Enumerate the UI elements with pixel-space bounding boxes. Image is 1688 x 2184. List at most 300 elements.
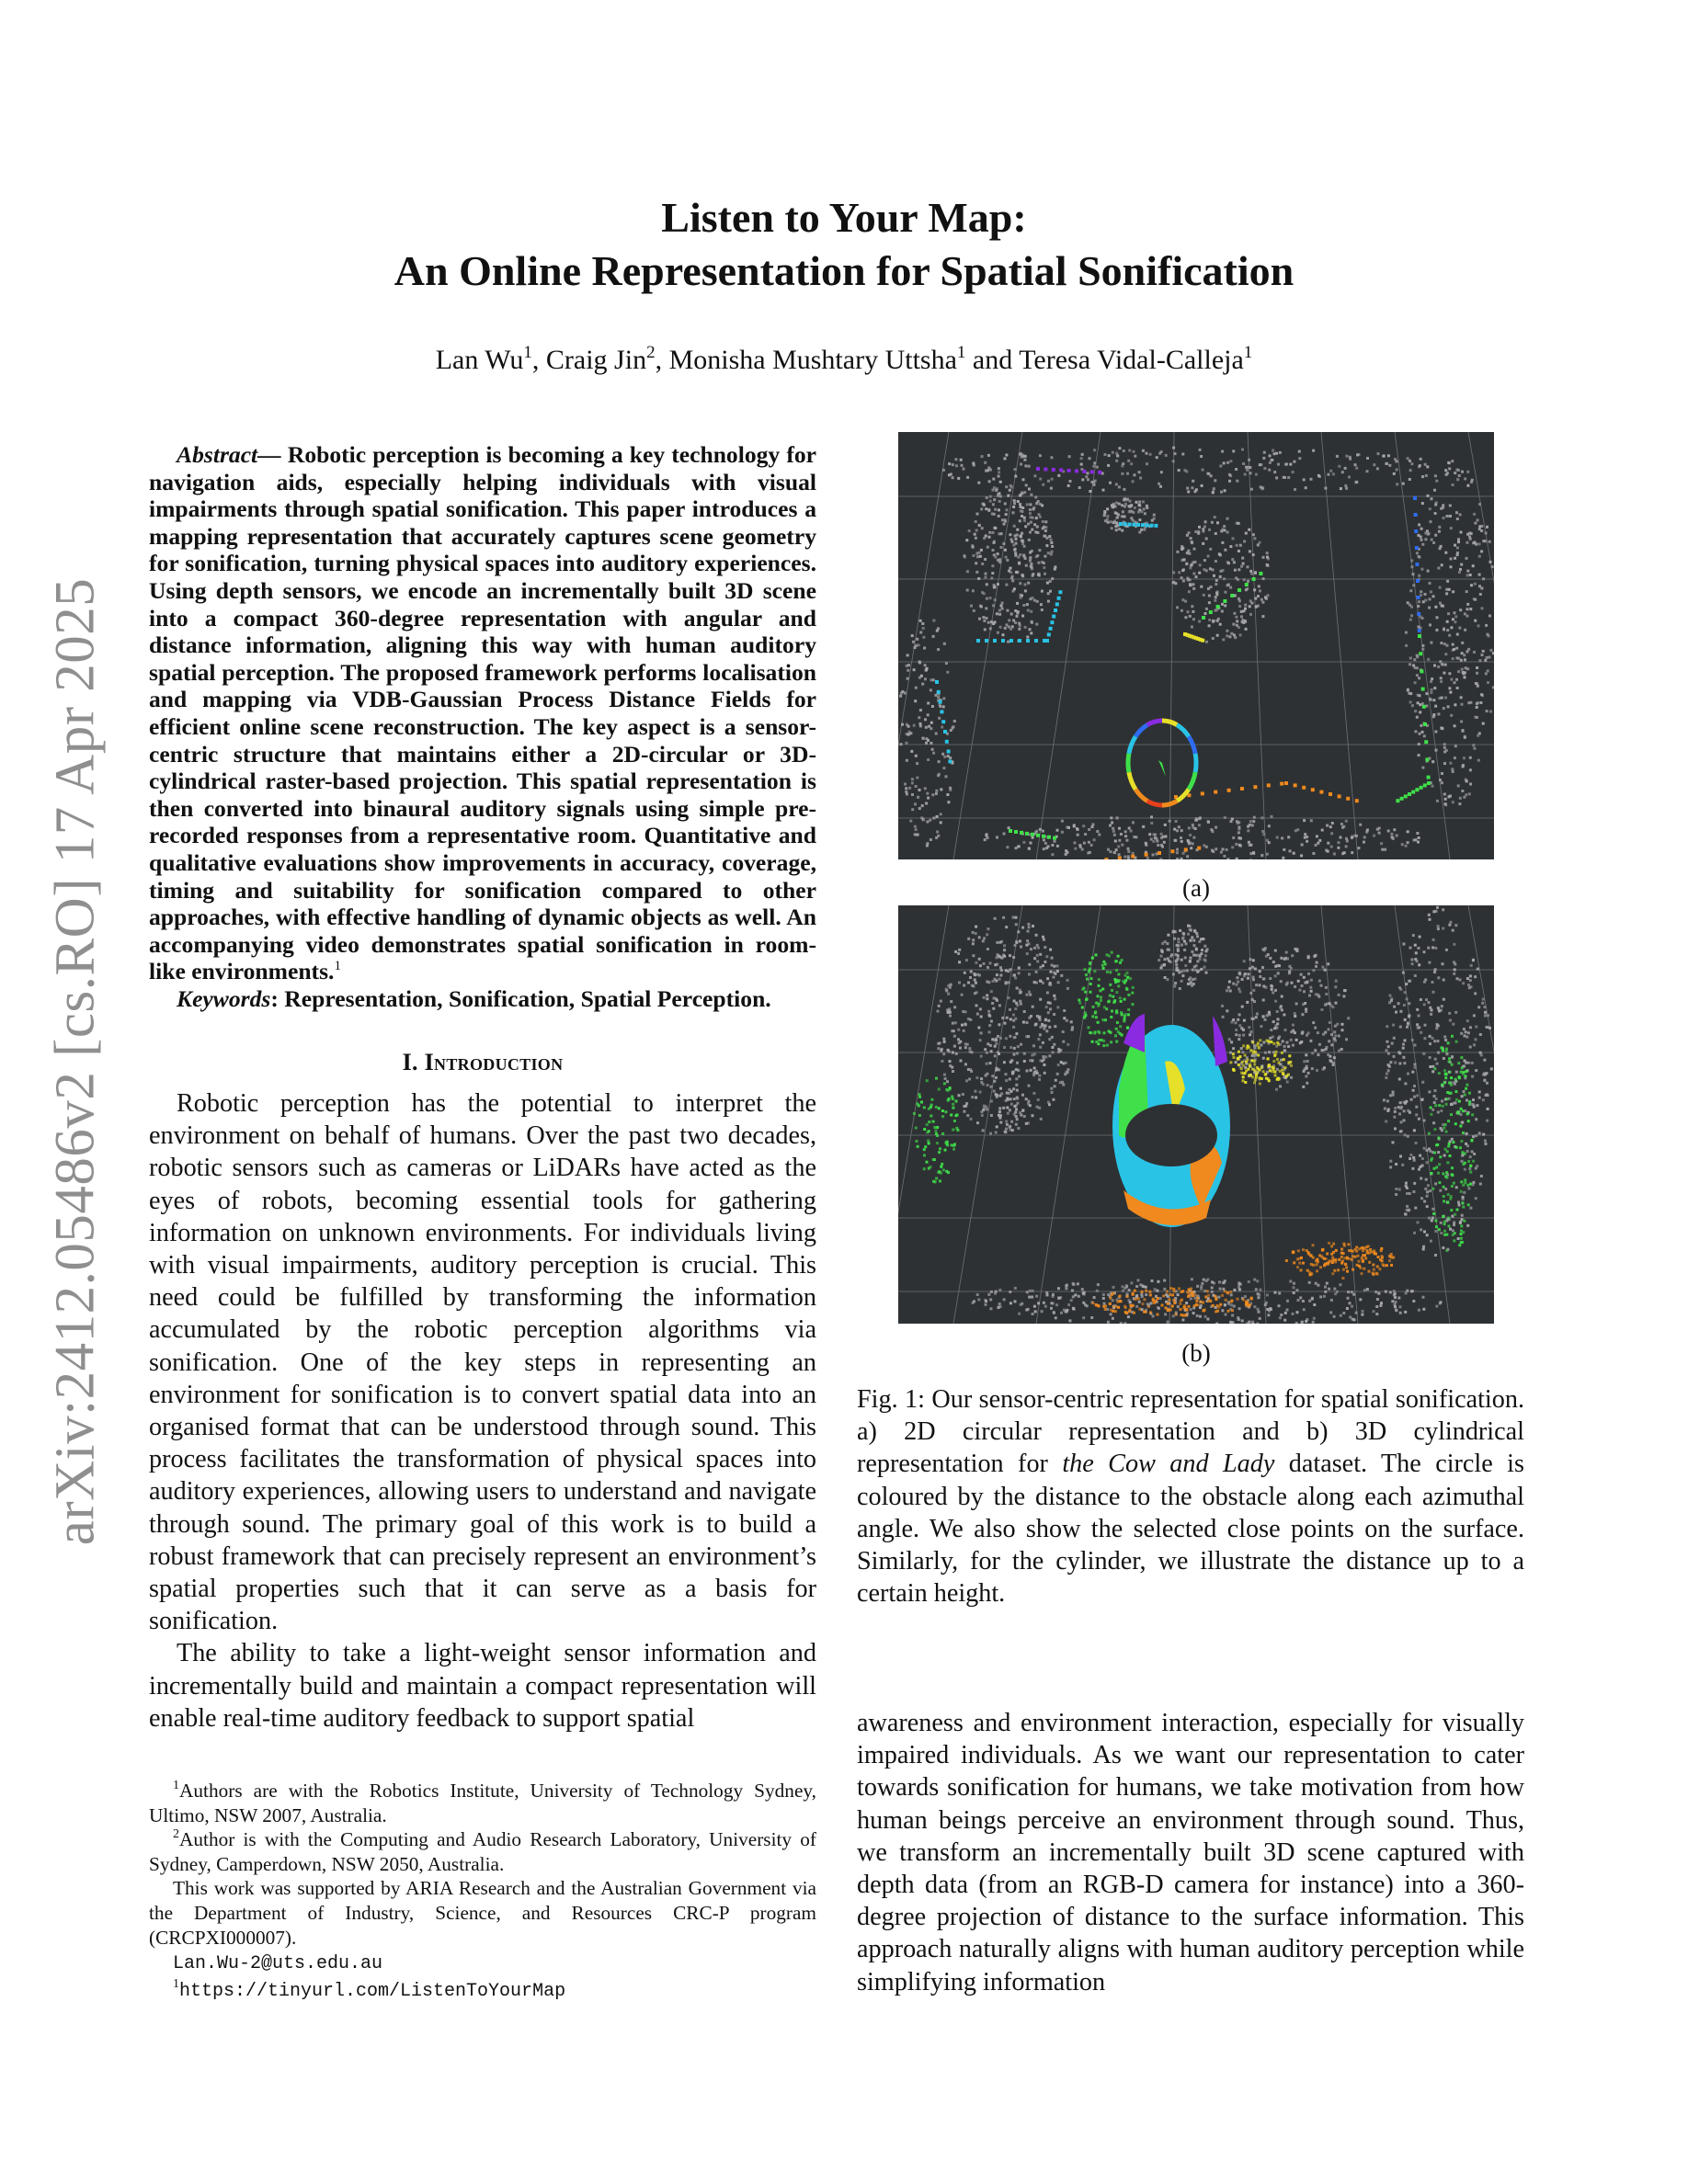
point [1226,518,1229,520]
point [1455,656,1458,659]
point [1295,1003,1298,1006]
point [1154,1288,1157,1291]
point [1434,968,1437,971]
point [992,549,995,552]
point [1049,627,1053,631]
point [1010,1103,1013,1106]
point [1031,597,1033,599]
point [1039,828,1042,831]
point [952,1148,955,1151]
point [1243,540,1246,543]
point [1431,785,1434,788]
point [982,1083,985,1086]
point [1458,802,1461,805]
point [1377,1292,1380,1295]
point [932,1158,935,1161]
point [1022,604,1025,607]
point [1449,921,1452,924]
point [1306,1318,1308,1321]
point [1465,1030,1467,1033]
point [1467,648,1470,651]
point [1014,475,1017,478]
point [1202,528,1204,530]
point [1126,1295,1129,1298]
point [1457,540,1460,543]
point [1446,1052,1449,1055]
point [1183,469,1186,472]
point [1418,534,1420,537]
point [991,1038,994,1041]
point [1303,976,1306,979]
point [1050,487,1053,490]
point [1133,1312,1135,1314]
point [1464,1178,1466,1181]
sensor-pose-arrow [1158,760,1166,777]
point [1437,665,1440,668]
point [1029,503,1032,506]
email-link[interactable]: Lan.Wu-2@uts.edu.au [173,1953,383,1975]
keywords-line [149,985,816,1013]
point [1173,1290,1176,1292]
point [1294,1012,1296,1015]
point [1189,928,1192,931]
point [1172,447,1175,449]
point [943,1041,946,1043]
point [1398,1112,1401,1115]
point [1404,794,1408,798]
point [1433,1152,1436,1155]
point [1050,620,1054,624]
point [1259,975,1261,978]
point [1237,588,1241,592]
point [1262,985,1265,988]
point [987,1010,990,1013]
point [1449,691,1452,694]
point [979,1091,982,1094]
point [1017,556,1020,559]
point [1435,629,1438,631]
point [1440,677,1443,679]
point [1434,606,1437,609]
point [995,1039,998,1041]
point [1452,1234,1454,1236]
point [1190,957,1192,960]
point [1225,1299,1227,1302]
point [1236,984,1238,986]
point [1139,505,1142,507]
point [1334,1034,1337,1037]
point [1023,1052,1026,1055]
point [927,758,930,761]
point [1441,697,1443,700]
point [1403,1119,1406,1121]
point [1403,1062,1406,1064]
point [1188,531,1191,534]
point [1226,634,1228,637]
point [1439,779,1442,781]
point [1091,824,1094,826]
point [1054,1085,1056,1087]
point [1428,1132,1431,1135]
point [1243,960,1246,962]
point [1335,980,1338,983]
point [1231,1309,1234,1312]
point [1032,1006,1034,1008]
point [1084,968,1087,971]
point [1019,992,1021,995]
point [1475,1069,1477,1072]
point [1302,1300,1305,1302]
point [1440,642,1443,644]
point [1050,1302,1053,1304]
point [1238,1307,1241,1310]
point [1265,1077,1268,1080]
point [1208,619,1211,621]
point [979,555,982,558]
point [1223,599,1226,603]
point [1355,799,1359,802]
point [1026,503,1029,506]
point [918,807,921,810]
point [1115,1041,1118,1043]
point [980,507,983,510]
point [985,834,987,836]
point [1340,823,1343,825]
point [1317,842,1319,845]
point [1462,1201,1465,1204]
point [1089,991,1092,994]
point [994,620,997,623]
point [1013,499,1016,502]
point [1024,626,1027,629]
point [1023,1060,1026,1063]
point [918,716,920,719]
point [1262,1041,1265,1044]
point [1044,573,1046,575]
point [1232,623,1235,626]
point [1042,1041,1044,1044]
point [1021,506,1024,509]
point [1444,1123,1447,1126]
point [1318,475,1321,478]
point [1225,1314,1227,1316]
point [1271,815,1273,818]
point [1399,1010,1402,1013]
point [1420,568,1423,571]
point [994,508,997,511]
point [990,1086,993,1088]
point [1016,1004,1019,1007]
point [1466,603,1469,606]
point [975,571,978,574]
point [928,1142,930,1144]
point [987,454,990,457]
point [1085,973,1088,976]
point [1233,612,1236,615]
point [1416,1023,1419,1026]
point [1340,1262,1343,1265]
point [1463,654,1466,656]
point [931,793,934,796]
point [1223,525,1226,528]
point [1003,1061,1006,1064]
point [1181,598,1184,601]
point [1453,973,1455,975]
point [1180,829,1183,832]
point [1097,1042,1100,1045]
point [1259,1289,1261,1291]
point [1435,1225,1438,1228]
point [1430,520,1432,523]
point [1016,602,1019,605]
point [1340,1314,1342,1317]
point [1017,500,1020,503]
point [1427,570,1430,573]
point [1229,545,1232,548]
point [1309,986,1312,989]
point [940,821,942,824]
point [994,527,997,529]
subcaption-b: (b) [1181,1339,1211,1367]
point [1030,1015,1032,1018]
point [1018,972,1021,974]
point [1032,1290,1034,1292]
point [1005,981,1008,984]
point [1067,469,1071,472]
point [1339,1283,1341,1286]
point [953,1006,956,1008]
point [1253,816,1256,819]
point [932,817,935,820]
point [1229,1061,1232,1064]
point [1036,467,1040,471]
point [1159,1297,1162,1300]
point [1132,480,1135,483]
point [1201,791,1204,795]
point [1117,1301,1120,1303]
point [1444,552,1447,554]
point [1425,692,1428,695]
point [1190,1297,1192,1300]
point [1452,483,1454,486]
point [1235,1061,1237,1064]
point [1430,680,1432,683]
point [1215,596,1217,598]
point [1235,616,1237,619]
footnote-url[interactable] [149,1977,816,2005]
point [997,552,999,555]
point [1253,1060,1256,1063]
point [948,473,951,476]
point [1016,1098,1019,1100]
point [1159,485,1162,488]
point [1195,932,1198,935]
point [923,1128,926,1131]
point [1396,799,1399,802]
point [1326,825,1329,827]
footnote-email[interactable] [149,1950,816,1977]
point [1349,1316,1352,1319]
point [917,796,919,799]
point [1418,1118,1420,1120]
point [1331,1261,1334,1264]
point [951,1096,953,1098]
point [1236,858,1238,859]
point [1448,467,1451,470]
point [1157,1297,1159,1300]
point [1113,999,1116,1002]
point [1433,1167,1436,1170]
point [1029,512,1032,515]
point [1410,959,1413,961]
point [1448,588,1451,591]
point [1097,1021,1100,1024]
point [1411,791,1415,794]
point [1004,520,1007,523]
point [1132,1292,1135,1295]
point [1245,583,1249,586]
point [1009,1109,1011,1111]
cylindrical-representation [1112,1014,1230,1227]
point [1314,1049,1317,1052]
point [1416,1008,1419,1011]
point [1292,1024,1295,1027]
point [1098,1039,1101,1041]
point [1130,1281,1133,1284]
figure-1-caption [857,1383,1524,1610]
point [1238,1282,1241,1285]
point [1460,1190,1463,1193]
point [899,695,902,698]
point [1019,519,1021,522]
point [1407,688,1409,691]
point [1461,1241,1464,1244]
point [1459,797,1462,800]
point [1418,600,1420,603]
point [1459,568,1462,571]
video-url-link[interactable]: https://tinyurl.com/ListenToYourMap [179,1980,566,2002]
point [1397,1002,1400,1005]
point [1488,615,1491,618]
point [1325,1046,1328,1049]
point [1236,480,1238,483]
point [914,802,917,805]
point [1437,567,1440,570]
point [1285,1075,1288,1077]
point [1173,828,1176,831]
point [1091,1015,1094,1018]
point [1460,1180,1463,1183]
point [1355,467,1358,470]
point [1481,654,1484,656]
point [1261,966,1264,969]
point [1168,1299,1170,1302]
point [1412,1300,1415,1302]
point [1209,610,1213,614]
point [1252,978,1255,981]
point [1210,474,1213,477]
point [964,1063,967,1065]
point [1388,1259,1391,1262]
point [1401,843,1404,846]
point [1411,962,1414,965]
point [1232,836,1235,839]
point [1005,454,1008,457]
point [1175,953,1178,956]
point [991,564,994,567]
point [930,1098,933,1101]
close-points-green [1396,634,1431,802]
point [940,710,943,713]
point [1194,490,1197,493]
point [1220,529,1223,532]
point [1184,964,1187,967]
point [1026,1021,1029,1024]
point [1381,1257,1384,1259]
point [1461,1218,1464,1221]
point [1254,1069,1257,1072]
point [1006,508,1009,511]
point [1434,705,1437,708]
point [1158,851,1161,855]
point [1233,1305,1236,1308]
point [1363,1268,1365,1270]
point [1133,836,1135,838]
point [1025,483,1028,486]
point [1039,454,1042,457]
point [1395,1193,1397,1196]
point [1114,1310,1117,1313]
point [971,544,974,547]
point [1131,510,1134,513]
intro-paragraph-2: The ability to take a light-weight sensor information and incrementally build and maintain a compact representation will enable real-time auditory feedback to support spatial [149,1639,816,1733]
point [981,455,984,458]
point [1224,549,1226,552]
point [1047,836,1051,839]
point [1224,489,1226,492]
point [1038,1075,1041,1077]
point [963,554,965,557]
point [1044,529,1047,532]
point [1440,1009,1443,1012]
point [1442,1049,1444,1052]
point [1364,1257,1367,1259]
point [959,1047,962,1050]
point [1475,1038,1477,1041]
point [1224,1280,1226,1282]
point [1249,1049,1252,1052]
point [1213,574,1215,577]
point [1422,705,1426,709]
point [911,808,914,811]
point [1120,1000,1123,1003]
point [1249,570,1252,573]
point [1426,529,1429,532]
point [970,971,973,973]
point [1407,457,1409,460]
point [1013,1000,1016,1003]
point [1219,623,1222,626]
point [1042,830,1044,833]
point [1464,676,1466,678]
point [1442,927,1444,930]
point [1308,995,1311,997]
point [941,720,945,723]
point [1030,1069,1032,1072]
point [1244,604,1247,607]
point [1192,1291,1194,1293]
point [1432,541,1435,544]
